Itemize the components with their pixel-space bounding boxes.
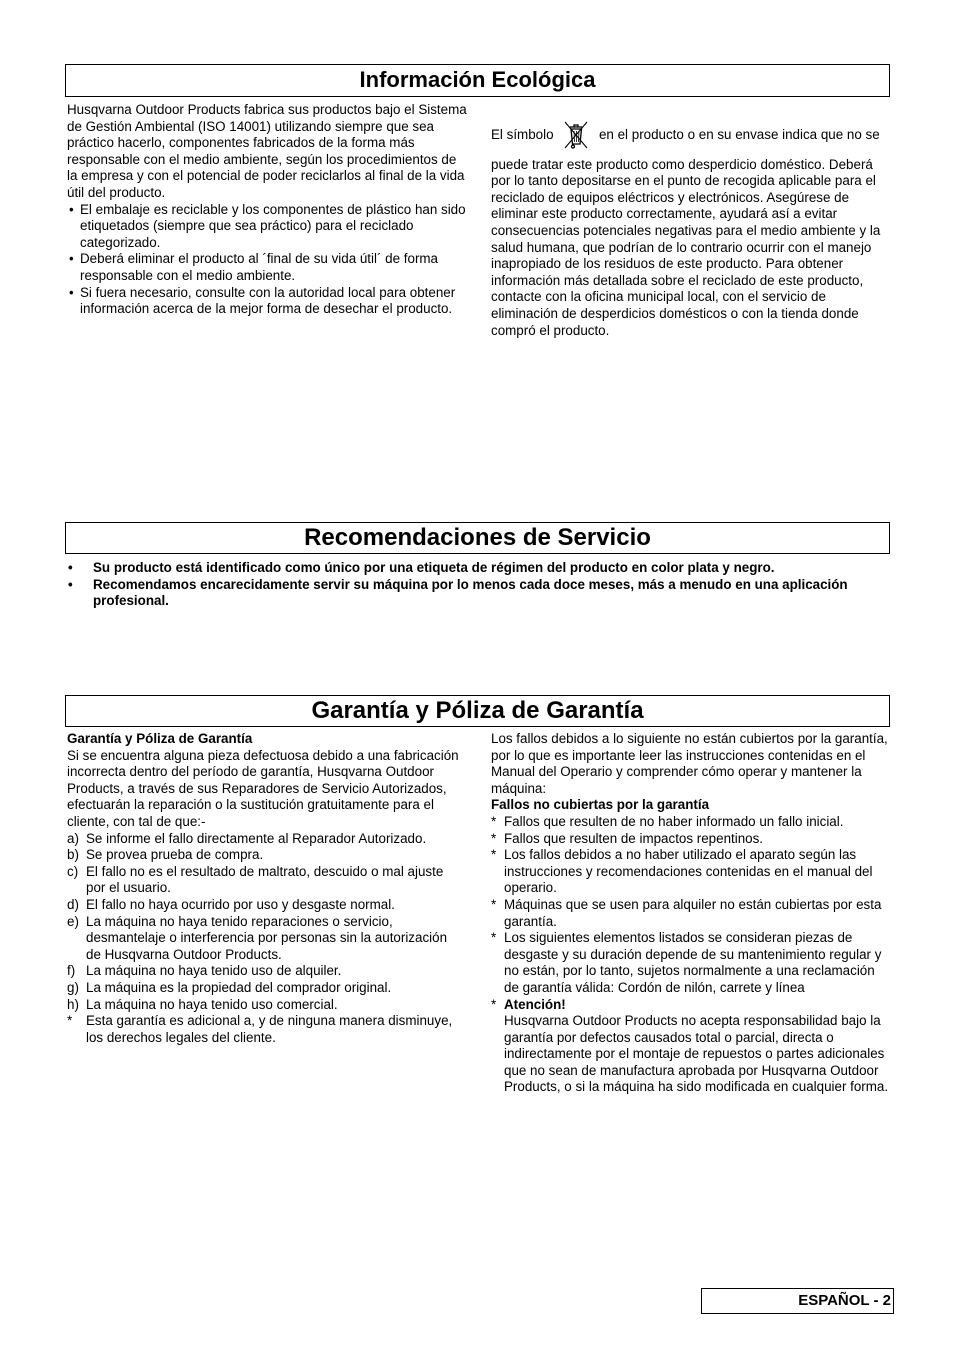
list-item-text: Máquinas que se usen para alquiler no están cubiertas por esta garantía. [504,896,882,929]
eco-right-column [491,118,889,339]
list-item [67,963,464,980]
list-item-text: Su producto está identificado como único por una etiqueta de régimen del producto en color plata y negro. [93,560,775,575]
bullet-marker: • [68,560,73,575]
attention-item [491,997,889,1097]
list-item-text: Si fuera necesario, consulte con la autoridad local para obtener información acerca de la mejor forma de desechar el producto. [80,284,456,317]
list-item-text: El fallo no es el resultado de maltrato, descuido o mal ajuste por el usuario. [86,863,444,896]
attention-label: Atención! [504,996,566,1012]
list-item [491,930,889,996]
list-item [67,1013,464,1046]
bullet-marker: • [69,284,74,300]
list-item-text: El fallo no haya ocurrido por uso y desgaste normal. [86,896,395,912]
list-item-text: La máquina es la propiedad del comprador original. [86,979,392,995]
list-marker: d) [67,896,79,912]
list-item-text: Los fallos debidos a no haber utilizado el aparato según las instrucciones y recomendaciones contenidas en el manual del operario. [504,847,873,896]
list-marker: g) [67,979,79,995]
list-item-text: Recomendamos encarecidamente servir su máquina por lo menos cada doce meses, más a menudo en una aplicación profesional. [93,576,848,609]
exclusions-subheading: Fallos no cubiertas por la garantía [491,797,710,813]
list-item-text: Esta garantía es adicional a, y de ninguna manera disminuye, los derechos legales del cliente. [86,1013,453,1045]
list-marker: f) [67,963,76,979]
list-item [491,814,889,831]
warranty-right-column [491,731,889,1096]
list-item-text: Los siguientes elementos listados se consideran piezas de desgaste y su duración depende de su mantenimiento regular y no están, por lo tanto, sujetos normalmente a una reclamación de garantía válida: Cordón de nilón, carrete y línea [504,930,882,995]
eco-heading: Información Ecológica [65,64,890,97]
list-marker: a) [67,830,79,846]
list-marker: e) [67,913,79,929]
list-item [67,577,857,610]
list-item [67,847,464,864]
weee-text-pre: El símbolo [491,127,554,142]
service-list [67,560,857,610]
exclusions-intro: Los fallos debidos a lo siguiente no están cubiertos por la garantía, por lo que es importante leer las instrucciones contenidas en el Manual del Operario y comprender cómo operar y mantener la máquina: [491,731,888,796]
list-item-text: Se provea prueba de compra. [86,847,264,863]
list-item-text: Fallos que resulten de no haber informado un fallo inicial. [504,813,844,829]
list-marker: * [491,847,497,863]
crossed-out-wheelie-bin-icon [561,118,591,157]
warranty-left-column [67,731,464,1046]
warranty-conditions [67,831,464,1047]
weee-paragraph [491,118,889,339]
list-item-text: La máquina no haya tenido reparaciones o servicio, desmantelaje o interferencia por personas sin la autorización de Husqvarna Outdoor Products. [86,913,448,962]
list-item [67,997,464,1014]
list-marker: * [491,996,497,1012]
exclusions-list [491,814,889,1096]
service-heading: Recomendaciones de Servicio [65,522,890,554]
warranty-heading: Garantía y Póliza de Garantía [65,695,890,727]
eco-intro: Husqvarna Outdoor Products fabrica sus productos bajo el Sistema de Gestión Ambiental (ISO 14001) utilizando siempre que sea práctico hacerlo, componentes fabricados de la forma más responsable con el medio ambiente, según los procedimientos de la empresa y con el potencial de poder reciclarlos al final de la vida útil del producto. [67,102,467,200]
list-item [491,897,889,930]
eco-left-column [67,102,467,318]
list-marker: * [491,930,497,946]
list-item [491,831,889,848]
list-marker: * [491,896,497,912]
list-marker: c) [67,863,79,879]
warranty-intro: Si se encuentra alguna pieza defectuosa debido a una fabricación incorrecta dentro del período de garantía, Husqvarna Outdoor Products, a través de sus Reparadores de Servicio Autorizados, efectuarán la reparación o la sustitución gratuitamente para el cliente, con tal de que:- [67,747,459,829]
list-item [67,914,464,964]
list-item [67,202,467,252]
bullet-marker: • [69,201,74,217]
list-item-text: Fallos que resulten de impactos repentinos. [504,830,764,846]
list-marker: * [491,830,497,846]
list-marker: * [67,1013,73,1029]
list-item [67,251,467,284]
weee-text-post: en el producto o en su envase indica que no se puede tratar este producto como desperdicio doméstico. Deberá por lo tanto depositarse en el punto de recogida aplicable para el reciclado de equipos eléctricos y electrónicos. Asegúrese de eliminar este producto correctamente, ayudará así a evitar consecuencias potenciales negativas para el medio ambiente y la salud humana, que podrían de lo contrario ocurrir con el manejo inapropiado de los residuos de este producto. Para obtener información más detallada sobre el reciclado de este producto, contacte con la oficina municipal local, con el servicio de eliminación de desperdicios domésticos o con la tienda donde compró el producto. [491,127,881,338]
list-item-text: La máquina no haya tenido uso comercial. [86,996,338,1012]
list-item-text: El embalaje es reciclable y los componentes de plástico han sido etiquetados (siempre que sea práctico) para el reciclado categorizado. [80,201,466,250]
list-item [67,831,464,848]
list-item-text: Deberá eliminar el producto al ´final de su vida útil´ de forma responsable con el medio ambiente. [80,251,439,283]
list-item [491,847,889,897]
attention-text: Husqvarna Outdoor Products no acepta responsabilidad bajo la garantía por defectos causados total o parcial, directa o indirectamente por el montaje de repuestos o partes adicionales que no sean de manufactura aprobada por Husqvarna Outdoor Products, o si la máquina ha sido modificada en cualquier forma. [504,1013,889,1095]
list-item-text: Se informe el fallo directamente al Reparador Autorizado. [86,830,427,846]
list-item [67,980,464,997]
page-footer-label: ESPAÑOL - 2 [701,1288,894,1314]
list-item [67,897,464,914]
list-marker: b) [67,847,79,863]
list-item [67,864,464,897]
list-marker: h) [67,996,79,1012]
list-item [67,560,857,577]
bullet-marker: • [69,251,74,267]
list-marker: * [491,813,497,829]
eco-bullet-list [67,202,467,318]
list-item-text: La máquina no haya tenido uso de alquiler. [86,963,342,979]
bullet-marker: • [68,576,73,592]
warranty-subheading: Garantía y Póliza de Garantía [67,731,253,746]
list-item [67,285,467,318]
